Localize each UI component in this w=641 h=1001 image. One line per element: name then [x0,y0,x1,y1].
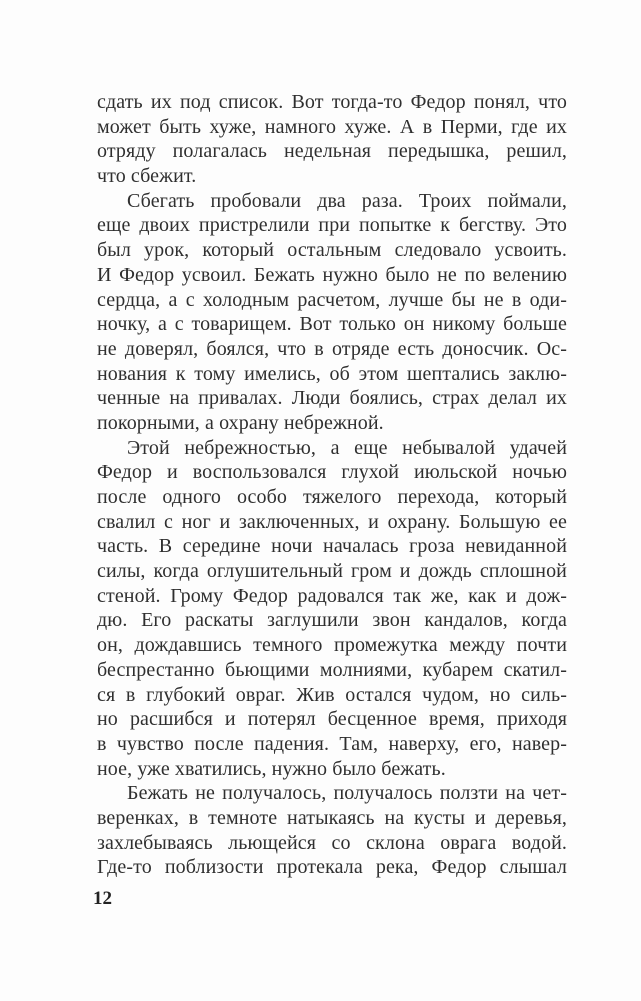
text-line: в чувство после падения. Там, наверху, его, навер- [97,732,567,755]
text-line: захлебываясь льющейся со склона оврага водой. [97,831,567,854]
text-line: он, дождавшись темного промежутка между почти [97,634,567,657]
text-line: ченные на привалах. Люди боялись, страх делал их [97,387,567,410]
text-line: ное, уже хватились, нужно было бежать. [97,757,446,780]
text-line: Сбегать пробовали два раза. Троих поймали, [127,189,567,212]
text-line: не доверял, боялся, что в отряде есть доносчик. Ос- [97,337,567,360]
text-line: покорными, а охрану небрежной. [97,411,384,434]
body-text [97,90,567,880]
text-line: ся в глубокий овраг. Жив остался чудом, но силь- [97,683,567,706]
text-line: сдать их под список. Вот тогда-то Федор понял, что [97,91,567,113]
text-line: веренках, в темноте натыкаясь на кусты и деревья, [97,806,567,829]
text-line: дю. Его раскаты заглушили звон кандалов, когда [97,609,567,632]
text-line: что сбежит. [97,165,197,188]
text-line: Этой небрежностью, а еще небывалой удачей [127,436,567,459]
text-line: свалил с ног и заключенных, и охрану. Большую ее [97,510,567,533]
text-line: ночку, а с товарищем. Вот только он никому больше [97,313,567,336]
text-line: беспрестанно бьющими молниями, кубарем скатил- [97,658,567,681]
text-line: после одного особо тяжелого перехода, который [97,486,567,508]
text-line: нования к тому имелись, об этом шептались заклю- [97,362,567,385]
text-line: силы, когда оглушительный гром и дождь сплошной [97,560,567,583]
text-line: сердца, а с холодным расчетом, лучше бы не в оди- [97,288,567,311]
text-line: но расшибся и потерял бесценное время, приходя [97,708,567,731]
text-line: Бежать не получалось, получалось ползти на чет- [127,782,567,805]
text-line: отряду полагалась недельная передышка, решил, [97,140,567,163]
text-line: был урок, который остальным следовало усвоить. [97,239,567,262]
text-line: может быть хуже, намного хуже. А в Перми, где их [97,115,567,138]
text-line: И Федор усвоил. Бежать нужно было не по велению [97,263,567,286]
text-line: Федор и воспользовался глухой июльской ночью [97,461,567,484]
text-line: Где-то поблизости протекала река, Федор слышал [97,856,567,879]
text-line: стеной. Грому Федор радовался так же, как и дож- [97,584,567,607]
text-line: часть. В середине ночи началась гроза невиданной [97,535,567,558]
text-line: еще двоих пристрелили при попытке к бегству. Это [97,214,567,237]
page-number: 12 [93,888,112,909]
